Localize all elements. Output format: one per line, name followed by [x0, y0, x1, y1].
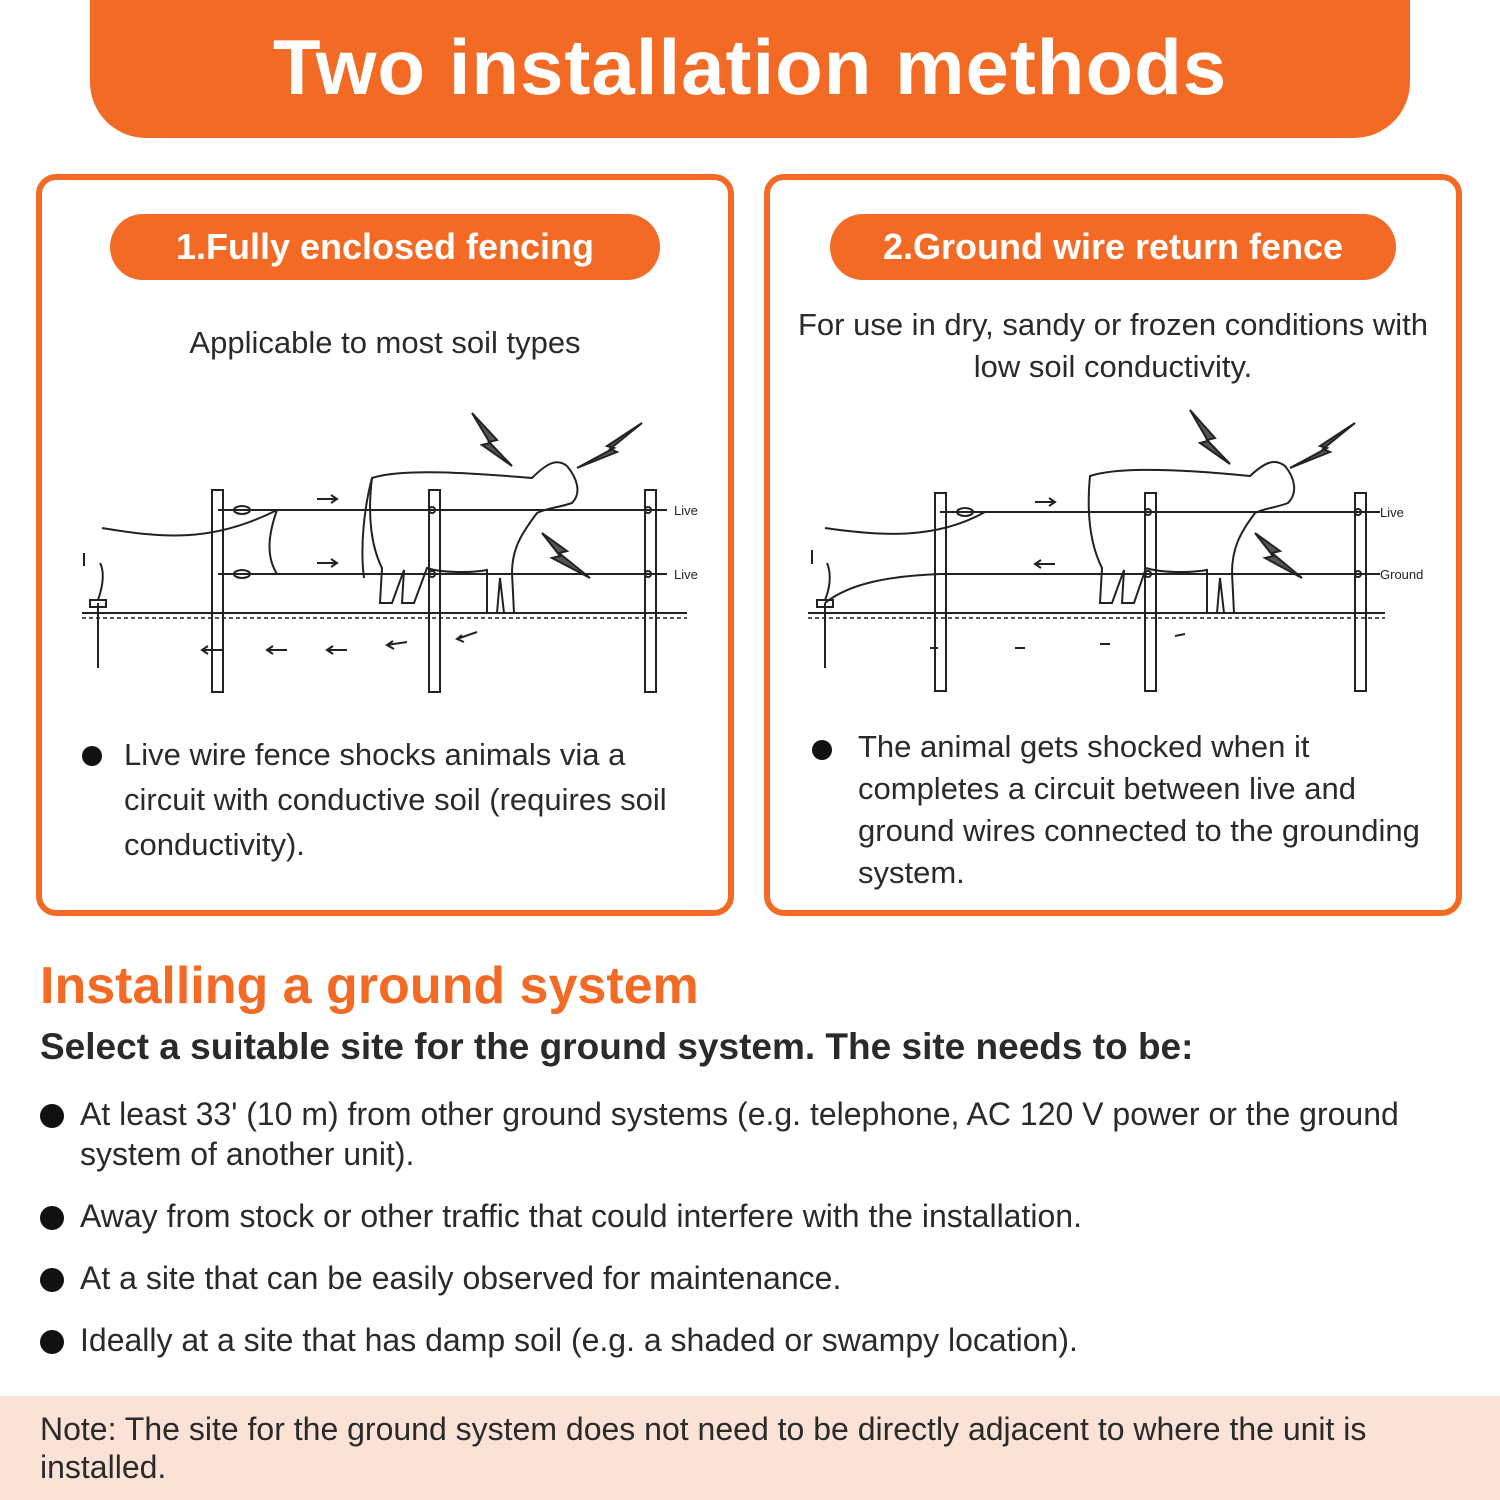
note-bar [0, 1396, 1500, 1500]
bullet-dot-icon [40, 1268, 64, 1292]
method-panel-ground-return [764, 174, 1462, 916]
method-subtitle: For use in dry, sandy or frozen conditions with low soil conductivity. [797, 307, 1429, 384]
bullet-dot-icon [82, 746, 102, 766]
wire-label-bottom: Ground [1380, 567, 1424, 582]
bullet-dot-icon [40, 1104, 64, 1128]
list-item [40, 1320, 1460, 1360]
requirement-text: At least 33' (10 m) from other ground systems (e.g. telephone, AC 120 V power or the ground system of another unit). [80, 1096, 1399, 1172]
wire-label-top: Live [1380, 505, 1404, 520]
list-item [40, 1196, 1460, 1236]
method-label: 1.Fully enclosed fencing [110, 214, 660, 280]
header-banner [90, 0, 1410, 138]
method-description-text: Live wire fence shocks animals via a circuit with conductive soil (requires soil conductivity). [124, 737, 667, 862]
page-title: Two installation methods [272, 22, 1228, 111]
method-subtitle: Applicable to most soil types [189, 325, 581, 360]
fence-diagram-fully-enclosed [42, 398, 728, 698]
requirement-text: Ideally at a site that has damp soil (e.g. a shaded or swampy location). [80, 1322, 1078, 1358]
bullet-dot-icon [40, 1330, 64, 1354]
fence-diagram-ground-return [770, 398, 1456, 698]
wire-label-top: Live [674, 503, 698, 518]
note-text: Note: The site for the ground system does not need to be directly adjacent to where the unit is installed. [40, 1411, 1367, 1485]
bullet-dot-icon [812, 740, 832, 760]
list-item [40, 1258, 1460, 1298]
section-subtitle: Select a suitable site for the ground system. The site needs to be: [40, 1026, 1194, 1067]
list-item [40, 1094, 1460, 1174]
method-label: 2.Ground wire return fence [830, 214, 1396, 280]
method-panel-fully-enclosed [36, 174, 734, 916]
requirement-text: At a site that can be easily observed for maintenance. [80, 1260, 842, 1296]
requirement-text: Away from stock or other traffic that could interfere with the installation. [80, 1198, 1082, 1234]
wire-label-bottom: Live [674, 567, 698, 582]
bullet-dot-icon [40, 1206, 64, 1230]
section-title: Installing a ground system [40, 957, 699, 1015]
method-description-text: The animal gets shocked when it completes a circuit between live and ground wires connected to the grounding system. [858, 729, 1420, 890]
method-description [82, 732, 702, 867]
requirements-list [40, 1094, 1460, 1360]
method-description [812, 726, 1432, 894]
